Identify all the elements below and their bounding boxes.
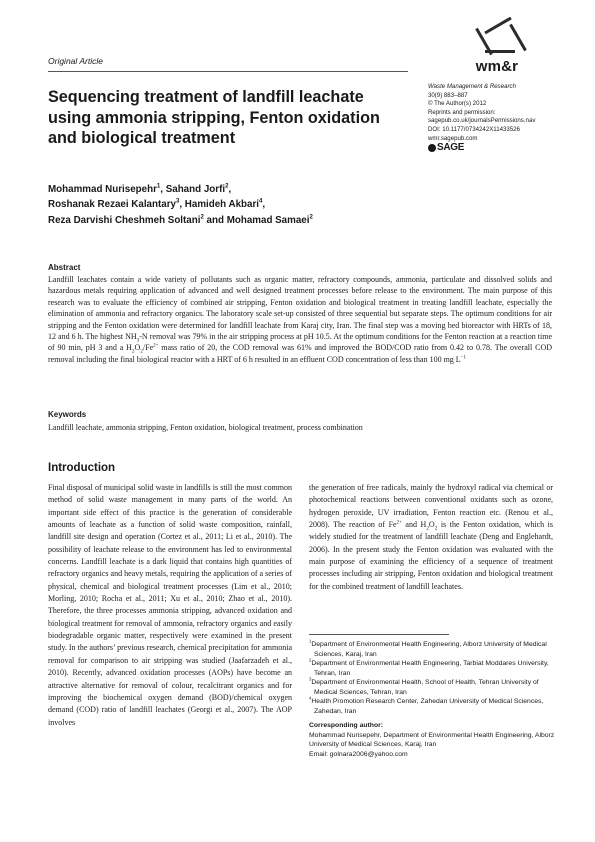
introduction-right-column bbox=[309, 482, 553, 593]
affiliation-item bbox=[309, 697, 559, 716]
introduction-left-column: Final disposal of municipal solid waste in landfills is still the most common method of solid waste management in many parts of the world. An important side effect of this practice is the generation of considerable amounts of leachate as a function of solid waste composition, rainfall, landfill site design and operation (Cortez et al., 2011; Li et al., 2010). The possibility of leachate release to the environment has led to environmental concerns. Landfill leachate is a dark liquid that contains high quantities of refractory organics and heavy metals, requiring the application of a series of physical, chemical and biological treatment processes (Lim et al., 2010; Morling, 2010; Rocha et al., 2011; Xu et al., 2010; Zhao et al., 2010). Therefore, the three processes ammonia stripping, advanced oxidation and biological treatment for removal of ammonia, refractory organics and easily biodegradable organic matter, respectively were examined in the present study. In the authors’ previous research, chemical precipitation for ammonia removal for comparison to air stripping was studied (Jaafarzadeh et al., 2010). Recently, advanced oxidation processes (AOPs) have become an attractive alternative for removal of colour, recalcitrant organics and for improving the biochemical oxygen demand (BOD)/chemical oxygen demand (COD) ratio of landfill leachates (Georgi et al., 2007). The AOP involves bbox=[48, 483, 292, 727]
author-line bbox=[48, 197, 408, 212]
author-name: Hamideh Akbari bbox=[184, 199, 260, 211]
author-affil-ref: 2 bbox=[225, 183, 229, 190]
corresponding-author-heading: Corresponding author: bbox=[309, 722, 384, 729]
author-affil-ref: 4 bbox=[259, 199, 263, 206]
body-text: is the Fenton oxidation, which is widely studied for the treatment of landfill leachate (Deng and Englehardt, 2006). In the present study the Fenton oxidation was evaluated with the main purpose of examining the efficiency of a sequence of treatment processes including air stripping, Fenton oxidation and biological treatment for the combined treatment of landfill leachates. bbox=[309, 520, 554, 591]
affiliation-text: Department of Environmental Health Engineering, Alborz University of Medical Sciences, Karaj, Iran bbox=[311, 641, 547, 658]
author-line bbox=[48, 213, 408, 228]
journal-logo bbox=[445, 18, 549, 80]
doi[interactable]: DOI: 10.1177/0734242X11433526 bbox=[428, 125, 520, 133]
author-separator: , bbox=[262, 199, 266, 211]
affiliations bbox=[309, 640, 559, 759]
logo-bar bbox=[509, 24, 527, 51]
superscript: 2+ bbox=[396, 520, 402, 526]
reprints-url[interactable]: sagepub.co.uk/journalsPermissions.nav bbox=[428, 117, 536, 125]
abstract-text: mass ratio of 20, the COD removal was 61% and improved the BOD/COD ratio from 0.42 to 0.78. The overall COD removal including the final biological reactor with a HRT of 6 h resulted in an effluent COD concentration of less than 100 mg L bbox=[48, 343, 552, 364]
affiliation-number: 2 bbox=[309, 657, 312, 663]
journal-name: Waste Management & Research bbox=[428, 83, 516, 90]
author-list bbox=[48, 182, 408, 228]
abstract-text: /Fe bbox=[142, 343, 154, 353]
affiliation-text: Department of Environmental Health Engineering, Tarbiat Moddares University, Tehran, Iran bbox=[311, 660, 549, 677]
reprints-label: Reprints and permission: bbox=[428, 108, 496, 116]
logo-text: wm&r bbox=[475, 58, 519, 75]
abstract-heading: Abstract bbox=[48, 263, 81, 272]
affiliation-item bbox=[309, 640, 559, 659]
affiliation-item bbox=[309, 659, 559, 678]
journal-website[interactable]: wmr.sagepub.com bbox=[428, 134, 478, 142]
keywords-list: Landfill leachate, ammonia stripping, Fenton oxidation, biological treatment, process combination bbox=[48, 423, 363, 432]
author-separator: , bbox=[160, 184, 166, 195]
author-separator: and bbox=[203, 214, 227, 226]
affiliation-number: 3 bbox=[309, 676, 312, 682]
corresponding-author-details: Mohammad Nurisepehr, Department of Environmental Health Engineering, Alborz University of Medical Sciences, Karaj, Iran bbox=[309, 731, 555, 748]
logo-bar bbox=[484, 17, 511, 35]
body-text: the generation of free radicals, mainly the hydroxyl radical via chemical or photochemical reactions between conventional oxidants such as ozone, hydrogen peroxide, UV irradiation, Fenton reaction etc. (Renou et al., 2008). The reaction of Fe bbox=[309, 483, 553, 530]
author-name: Reza Darvishi Cheshmeh Soltani bbox=[48, 214, 201, 226]
author-name: Mohamad Samaei bbox=[226, 214, 310, 226]
publisher-name: SAGE bbox=[437, 142, 465, 154]
subscript: 2 bbox=[131, 349, 135, 356]
header-rule bbox=[48, 71, 408, 72]
abstract-body bbox=[48, 274, 552, 365]
author-name: Mohammad Nurisepehr bbox=[48, 184, 157, 195]
citation: 30(9) 883–887 bbox=[428, 91, 468, 99]
affiliation-item bbox=[309, 678, 559, 697]
superscript: 2+ bbox=[153, 343, 159, 349]
subscript: 3 bbox=[136, 337, 140, 344]
journal-info bbox=[428, 83, 568, 153]
author-separator: , bbox=[179, 199, 185, 211]
copyright: © The Author(s) 2012 bbox=[428, 100, 487, 108]
subscript: 2 bbox=[426, 525, 429, 532]
author-affil-ref: 3 bbox=[175, 199, 180, 206]
superscript: −1 bbox=[460, 355, 466, 361]
sage-logo bbox=[428, 144, 568, 153]
abstract-text: Landfill leachates contain a wide variety of pollutants such as organic matter, refractory compounds, ammonia, particulate and dissolved solids and hazardous metals requiring application of advanced and well designed treatment processes before release to the environment. The main purpose of this research was to evaluate the efficiency of combined air stripping, Fenton oxidation and biological treatment in treating landfill leachate, especially the elimination of ammonia and refractory organics. The laboratory scale set-up consisted of three sequential but separate steps. The optimum conditions for air stripping and the Fenton oxidation were determined for landfill leachate from Karaj city, Iran. The final step was a moving bed bioreactor with HRTs of 18, 12 and 6 h. The highest NH bbox=[48, 275, 552, 342]
introduction-heading: Introduction bbox=[48, 462, 116, 474]
author-name: Sahand Jorfi bbox=[165, 184, 226, 195]
keywords-heading: Keywords bbox=[48, 410, 87, 419]
author-affil-ref: 1 bbox=[156, 183, 161, 190]
body-text: and H bbox=[401, 520, 427, 530]
affiliation-rule bbox=[309, 634, 449, 635]
author-affil-ref: 2 bbox=[309, 214, 313, 221]
subscript: 2 bbox=[140, 349, 143, 356]
affiliation-text: Health Promotion Research Center, Zahedan University of Medical Sciences, Zahedan, Iran bbox=[311, 698, 544, 715]
affiliation-text: Department of Environmental Health, School of Health, Tehran University of Medical Sciences, Tehran, Iran bbox=[311, 679, 539, 696]
author-line bbox=[48, 182, 408, 197]
paper-title: Sequencing treatment of landfill leachate using ammonia stripping, Fenton oxidation and biological treatment bbox=[48, 88, 380, 147]
author-separator: , bbox=[228, 184, 232, 195]
author-name: Roshanak Rezaei Kalantary bbox=[48, 199, 176, 211]
subscript: 2 bbox=[434, 525, 438, 532]
abstract-text: O bbox=[134, 343, 141, 353]
logo-bar bbox=[485, 50, 515, 53]
section-label: Original Article bbox=[48, 56, 103, 66]
corresponding-author-email[interactable]: Email: golnara2006@yahoo.com bbox=[309, 750, 408, 758]
author-affil-ref: 2 bbox=[200, 214, 204, 221]
abstract-text: -N removal was 79% in the air stripping process at pH 10.5. At the optimum conditions for the Fenton reaction at a reaction time of 90 min, pH 3 and a H bbox=[48, 332, 552, 353]
sage-mark-icon bbox=[428, 144, 436, 152]
affiliation-number: 4 bbox=[309, 695, 312, 701]
affiliation-number: 1 bbox=[309, 638, 312, 644]
body-text: O bbox=[428, 520, 435, 530]
